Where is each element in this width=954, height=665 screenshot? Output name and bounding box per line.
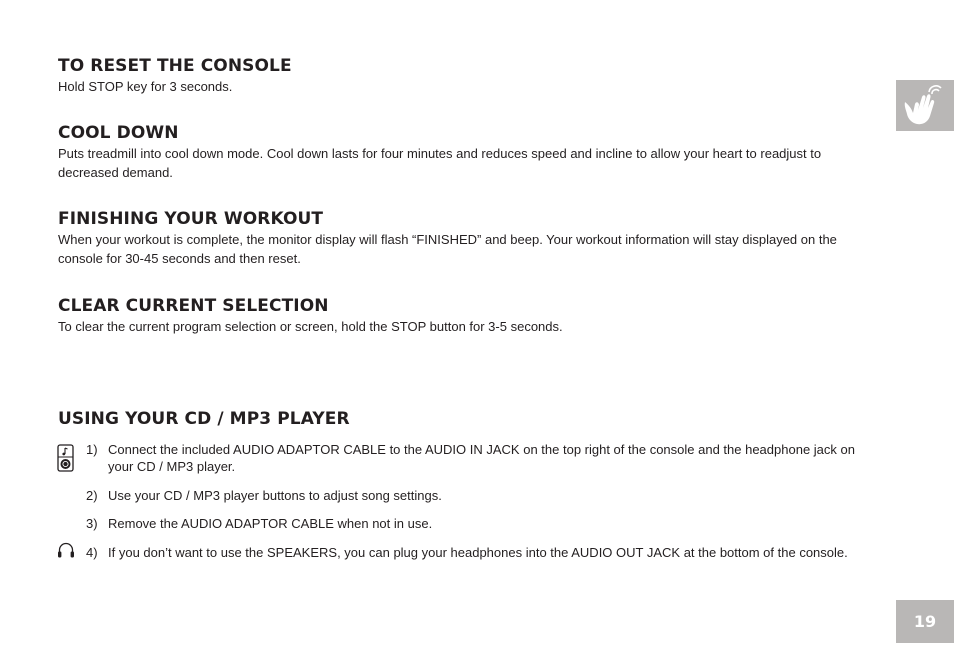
- section-body: To clear the current program selection or screen, hold the STOP button for 3-5 seconds.: [58, 319, 563, 334]
- section-finishing-workout: [58, 208, 873, 268]
- step-number: 2): [86, 488, 98, 503]
- step-number: 3): [86, 516, 98, 531]
- section-body: When your workout is complete, the monitor display will flash “FINISHED” and beep. Your workout information will stay displayed on the console for 30-45 seconds and then reset.: [58, 232, 837, 266]
- section-heading: USING YOUR CD / MP3 PLAYER: [58, 409, 350, 429]
- headphones-icon: [57, 542, 75, 558]
- section-reset-console: [58, 55, 873, 96]
- touch-hand-icon: [896, 80, 954, 131]
- section-heading: TO RESET THE CONSOLE: [58, 56, 292, 76]
- section-body: Hold STOP key for 3 seconds.: [58, 79, 233, 94]
- section-heading: COOL DOWN: [58, 123, 179, 143]
- section-cool-down: [58, 122, 873, 182]
- mp3-player-icon: [57, 444, 74, 472]
- side-tab: [896, 80, 954, 131]
- step-number: 1): [86, 442, 98, 457]
- section-heading: CLEAR CURRENT SELECTION: [58, 296, 329, 316]
- section-cd-mp3-player: [58, 408, 873, 430]
- section-clear-selection: [58, 295, 873, 336]
- step-text: If you don’t want to use the SPEAKERS, you can plug your headphones into the AUDIO OUT JACK at the bottom of the console.: [108, 545, 848, 560]
- page-number: 19: [896, 600, 954, 643]
- section-body: Puts treadmill into cool down mode. Cool down lasts for four minutes and reduces speed and incline to allow your heart to readjust to decreased demand.: [58, 146, 822, 180]
- section-heading: FINISHING YOUR WORKOUT: [58, 209, 324, 229]
- step-text: Remove the AUDIO ADAPTOR CABLE when not in use.: [108, 516, 433, 531]
- step-text: Use your CD / MP3 player buttons to adjust song settings.: [108, 488, 442, 503]
- step-number: 4): [86, 545, 98, 560]
- step-text: Connect the included AUDIO ADAPTOR CABLE to the AUDIO IN JACK on the top right of the console and the headphone jack on your CD / MP3 player.: [108, 442, 855, 474]
